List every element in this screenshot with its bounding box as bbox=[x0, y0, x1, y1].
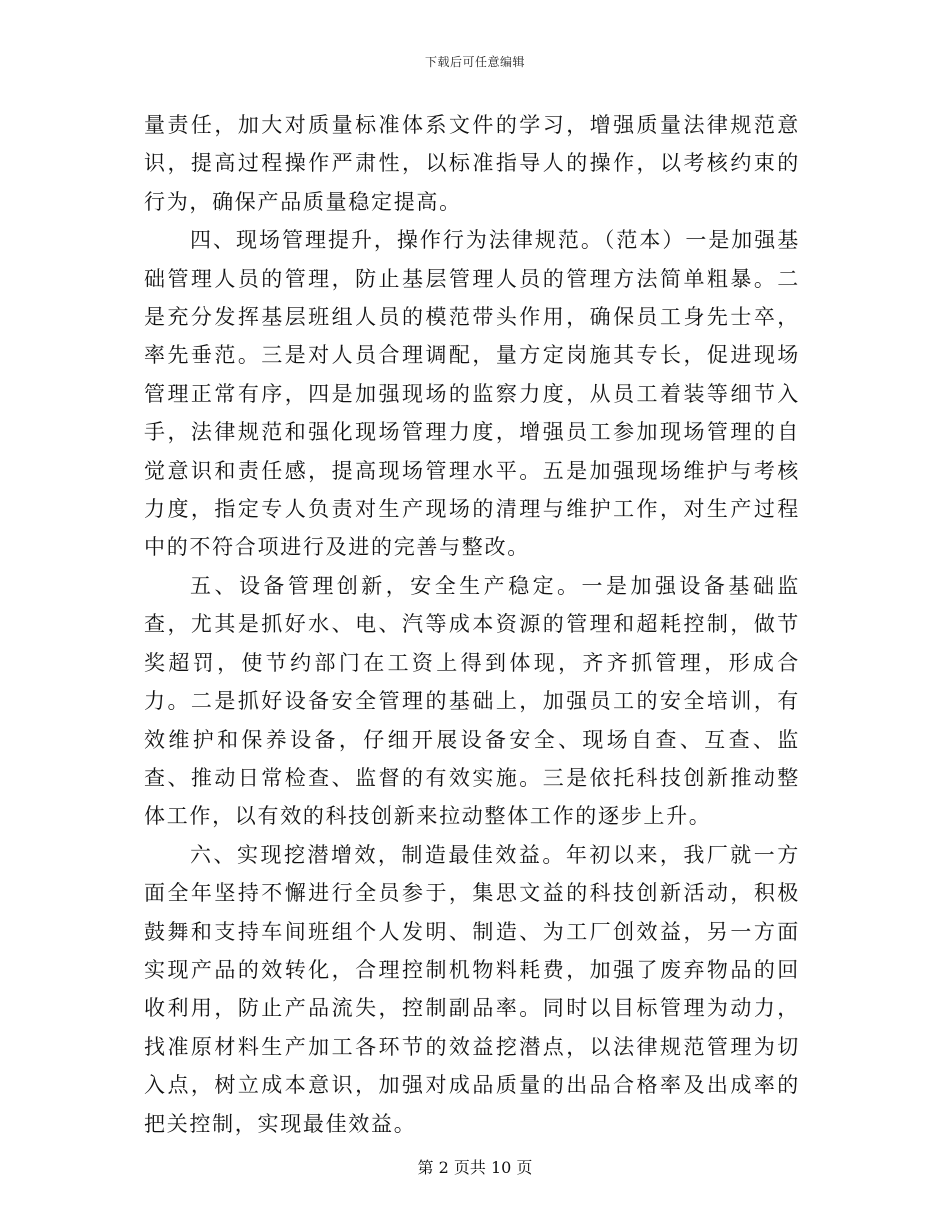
paragraph-equipment-management: 五、设备管理创新，安全生产稳定。一是加强设备基础监查，尤其是抓好水、电、汽等成本资源的管理和超耗控制，做节奖超罚，使节约部门在工资上得到体现，齐齐抓管理，形成合力。二是抓好设备安全管理的基础上，加强员工的安全培训，有效维护和保养设备，仔细开展设备安全、现场自查、互查、监查、推动日常检查、监督的有效实施。三是依托科技创新推动整体工作，以有效的科技创新来拉动整体工作的逐步上升。 bbox=[144, 573, 800, 829]
paragraph-cost-efficiency: 六、实现挖潜增效，制造最佳效益。年初以来，我厂就一方面全年坚持不懈进行全员参于，集思文益的科技创新活动，积极鼓舞和支持车间班组个人发明、制造、为工厂创效益，另一方面实现产品的效转化，合理控制机物料耗费，加强了废弃物品的回收利用，防止产品流失，控制副品率。同时以目标管理为动力，找准原材料生产加工各环节的效益挖潜点，以法律规范管理为切入点，树立成本意识，加强对成品质量的出品合格率及出成率的把关控制，实现最佳效益。 bbox=[144, 842, 800, 1136]
page-number: 第 2 页共 10 页 bbox=[417, 1158, 533, 1177]
paragraph-site-management: 四、现场管理提升，操作行为法律规范。（范本）一是加强基础管理人员的管理，防止基层管理人员的管理方法简单粗暴。二是充分发挥基层班组人员的模范带头作用，确保员工身先士卒，率先垂范。三是对人员合理调配，量方定岗施其专长，促进现场管理正常有序，四是加强现场的监察力度，从员工着装等细节入手，法律规范和强化现场管理力度，增强员工参加现场管理的自觉意识和责任感，提高现场管理水平。五是加强现场维护与考核力度，指定专人负责对生产现场的清理与维护工作，对生产过程中的不符合项进行及进的完善与整改。 bbox=[144, 228, 800, 560]
paragraph-continued: 量责任，加大对质量标准体系文件的学习，增强质量法律规范意识，提高过程操作严肃性，以标准指导人的操作，以考核约束的行为，确保产品质量稳定提高。 bbox=[144, 113, 800, 214]
page-header: 下载后可任意编辑 bbox=[424, 55, 525, 69]
document-body bbox=[144, 106, 800, 1143]
